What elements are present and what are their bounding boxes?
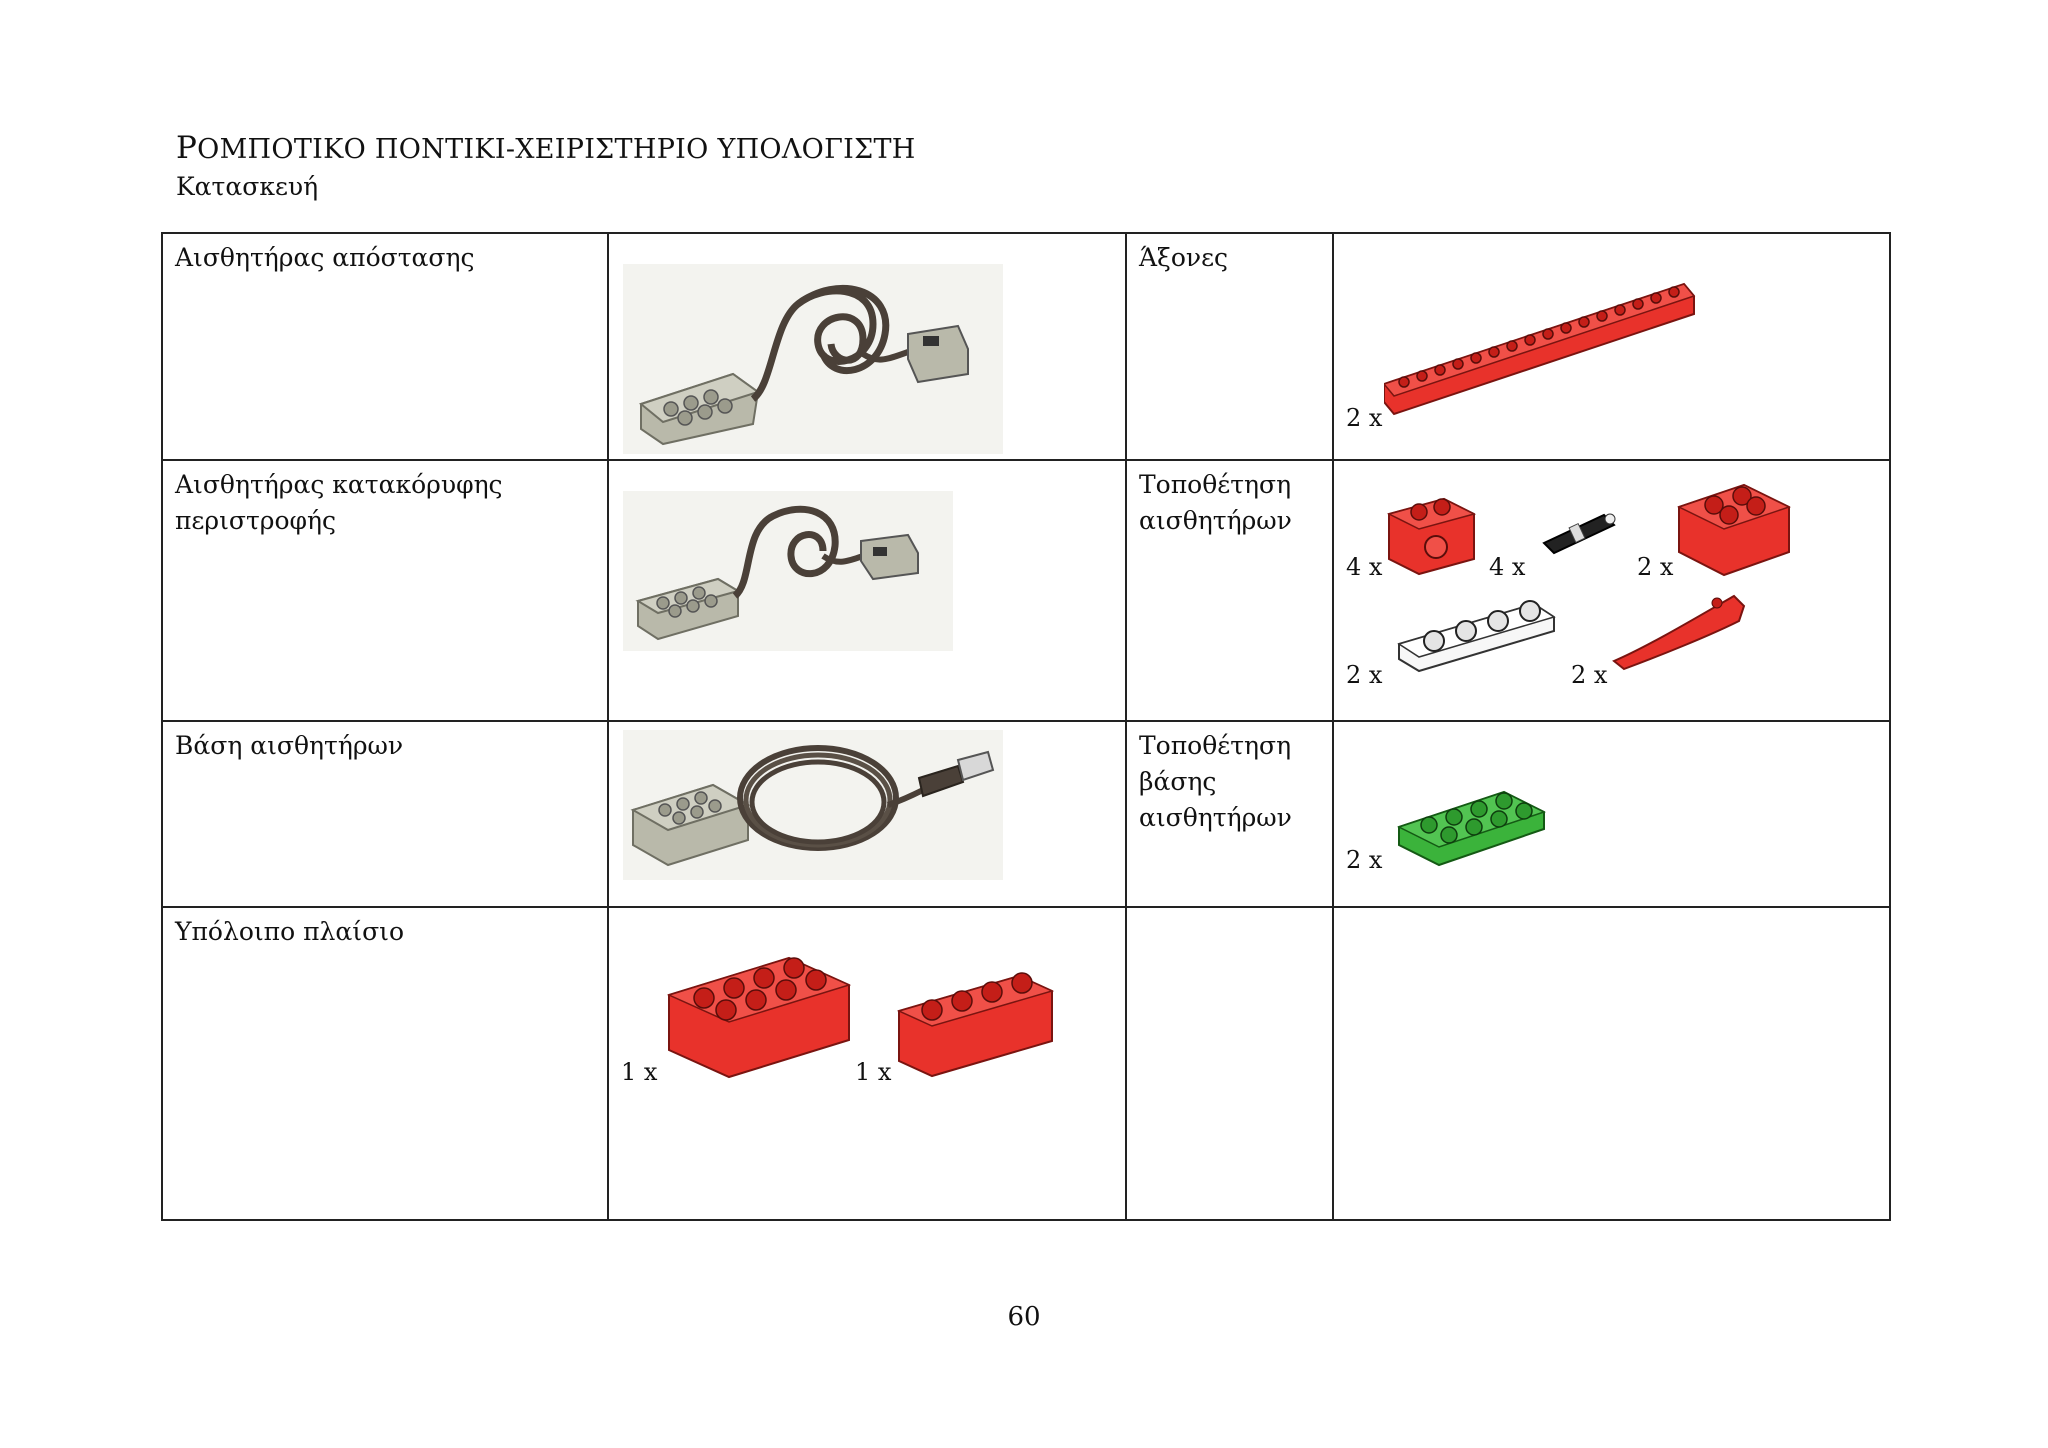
page-subtitle: Κατασκευή (176, 172, 319, 201)
title-first-letter: Ρ (176, 130, 198, 166)
usb-hub-image (623, 730, 1003, 880)
remaining-frame-label: Υπόλοιπο πλαίσιο (175, 917, 404, 946)
row1-image-cell (608, 233, 1126, 460)
green-plate-qty: 2 x (1346, 846, 1383, 874)
row3-image-cell (608, 721, 1126, 907)
row4-image-cell (608, 907, 1126, 1220)
base-mounting-label: Τοποθέτηση βάσης αισθητήρων (1139, 731, 1292, 832)
white-1x4-plate-image (1394, 589, 1564, 679)
distance-sensor-label: Αισθητήρας απόστασης (175, 243, 475, 272)
row1-right-image-cell (1333, 233, 1890, 460)
pin-qty: 4 x (1489, 553, 1526, 581)
row3-right-label-cell (1126, 721, 1333, 907)
row4-left-label-cell (162, 907, 608, 1220)
curved-slope-qty: 2 x (1571, 661, 1608, 689)
distance-sensor-image (623, 264, 1003, 454)
row2-image-cell (608, 460, 1126, 721)
red-1x4-brick-image (894, 966, 1059, 1081)
row4-right-image-cell (1333, 907, 1890, 1220)
table-row (162, 721, 1890, 907)
table-row (162, 233, 1890, 460)
technic-brick-qty: 4 x (1346, 553, 1383, 581)
row2-right-image-cell (1333, 460, 1890, 721)
row4-right-label-cell (1126, 907, 1333, 1220)
page-number: 60 (1007, 1302, 1041, 1332)
white-plate-qty: 2 x (1346, 661, 1383, 689)
red-2x2-brick-image (1674, 467, 1794, 582)
red-curved-slope-image (1609, 591, 1749, 671)
row3-right-image-cell (1333, 721, 1890, 907)
red-beam-image (1384, 274, 1704, 424)
red-1x4-qty: 1 x (855, 1058, 892, 1086)
row1-left-label-cell (162, 233, 608, 460)
red-2x4-qty: 1 x (621, 1058, 658, 1086)
tilt-sensor-image (623, 491, 953, 651)
title-rest: ΟΜΠΟΤΙΚΟ ΠΟΝΤΙΚΙ-ΧΕΙΡΙΣΤΗΡΙΟ ΥΠΟΛΟΓΙΣΤΗ (197, 134, 916, 165)
parts-table (161, 232, 1891, 1221)
red-technic-brick-image (1384, 479, 1484, 579)
red-2x4-brick-image (664, 940, 854, 1080)
sensor-base-label: Βάση αισθητήρων (175, 731, 404, 760)
black-pin-image (1534, 503, 1624, 563)
sensor-mounting-label: Τοποθέτηση αισθητήρων (1139, 470, 1292, 535)
row1-right-label-cell (1126, 233, 1333, 460)
axles-qty: 2 x (1346, 404, 1383, 432)
axles-label: Άξονες (1139, 243, 1229, 272)
empty-label (1127, 908, 1332, 914)
green-2x4-plate-image (1394, 777, 1554, 877)
row2-left-label-cell (162, 460, 608, 721)
table-row (162, 907, 1890, 1220)
table-row (162, 460, 1890, 721)
row3-left-label-cell (162, 721, 608, 907)
row2-right-label-cell (1126, 460, 1333, 721)
red-2x2-qty: 2 x (1637, 553, 1674, 581)
tilt-sensor-label: Αισθητήρας κατακόρυφης περιστροφής (175, 470, 503, 535)
page-title (176, 130, 916, 166)
